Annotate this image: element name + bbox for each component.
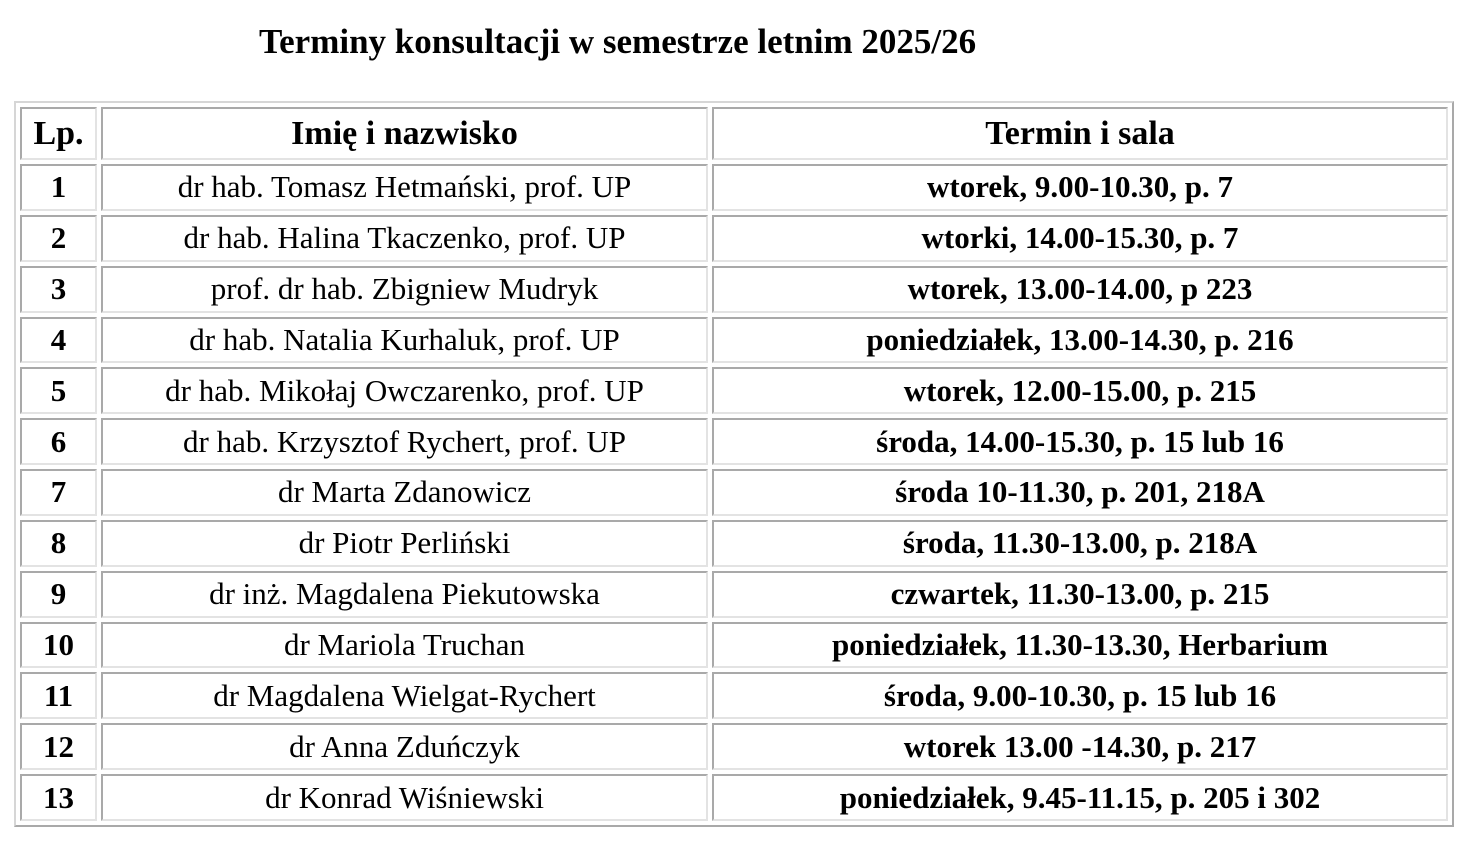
cell-name: dr hab. Natalia Kurhaluk, prof. UP <box>101 317 708 364</box>
cell-name: dr hab. Halina Tkaczenko, prof. UP <box>101 215 708 262</box>
consultation-table-frame <box>14 101 1454 827</box>
table-header-row <box>20 107 1448 160</box>
cell-lp: 8 <box>20 520 97 567</box>
header-lp: Lp. <box>20 107 97 160</box>
cell-term: poniedziałek, 9.45-11.15, p. 205 i 302 <box>712 774 1448 821</box>
cell-name: dr Anna Zduńczyk <box>101 723 708 770</box>
table-row <box>20 723 1448 770</box>
cell-lp: 2 <box>20 215 97 262</box>
cell-lp: 4 <box>20 317 97 364</box>
cell-name: dr hab. Krzysztof Rychert, prof. UP <box>101 418 708 465</box>
cell-term: wtorki, 14.00-15.30, p. 7 <box>712 215 1448 262</box>
table-row <box>20 520 1448 567</box>
cell-name: prof. dr hab. Zbigniew Mudryk <box>101 266 708 313</box>
cell-name: dr inż. Magdalena Piekutowska <box>101 571 708 618</box>
cell-lp: 13 <box>20 774 97 821</box>
table-row <box>20 418 1448 465</box>
table-row <box>20 622 1448 669</box>
table-row <box>20 317 1448 364</box>
cell-name: dr Magdalena Wielgat-Rychert <box>101 672 708 719</box>
table-row <box>20 571 1448 618</box>
header-term: Termin i sala <box>712 107 1448 160</box>
cell-term: środa, 11.30-13.00, p. 218A <box>712 520 1448 567</box>
cell-name: dr hab. Mikołaj Owczarenko, prof. UP <box>101 367 708 414</box>
cell-lp: 11 <box>20 672 97 719</box>
table-row <box>20 672 1448 719</box>
table-row <box>20 367 1448 414</box>
cell-lp: 10 <box>20 622 97 669</box>
cell-term: wtorek, 9.00-10.30, p. 7 <box>712 164 1448 211</box>
cell-name: dr Konrad Wiśniewski <box>101 774 708 821</box>
cell-lp: 6 <box>20 418 97 465</box>
table-row <box>20 774 1448 821</box>
cell-name: dr Mariola Truchan <box>101 622 708 669</box>
cell-term: czwartek, 11.30-13.00, p. 215 <box>712 571 1448 618</box>
table-row <box>20 469 1448 516</box>
table-row <box>20 164 1448 211</box>
header-name: Imię i nazwisko <box>101 107 708 160</box>
cell-name: dr hab. Tomasz Hetmański, prof. UP <box>101 164 708 211</box>
cell-term: poniedziałek, 13.00-14.30, p. 216 <box>712 317 1448 364</box>
consultation-table <box>16 103 1452 825</box>
cell-lp: 12 <box>20 723 97 770</box>
table-row <box>20 266 1448 313</box>
page-title: Terminy konsultacji w semestrze letnim 2025/26 <box>259 22 977 61</box>
cell-term: środa, 9.00-10.30, p. 15 lub 16 <box>712 672 1448 719</box>
cell-name: dr Piotr Perliński <box>101 520 708 567</box>
cell-lp: 5 <box>20 367 97 414</box>
cell-lp: 1 <box>20 164 97 211</box>
cell-name: dr Marta Zdanowicz <box>101 469 708 516</box>
cell-term: wtorek, 13.00-14.00, p 223 <box>712 266 1448 313</box>
table-row <box>20 215 1448 262</box>
cell-term: środa 10-11.30, p. 201, 218A <box>712 469 1448 516</box>
cell-term: wtorek 13.00 -14.30, p. 217 <box>712 723 1448 770</box>
cell-term: wtorek, 12.00-15.00, p. 215 <box>712 367 1448 414</box>
cell-term: poniedziałek, 11.30-13.30, Herbarium <box>712 622 1448 669</box>
cell-lp: 9 <box>20 571 97 618</box>
cell-term: środa, 14.00-15.30, p. 15 lub 16 <box>712 418 1448 465</box>
cell-lp: 7 <box>20 469 97 516</box>
cell-lp: 3 <box>20 266 97 313</box>
